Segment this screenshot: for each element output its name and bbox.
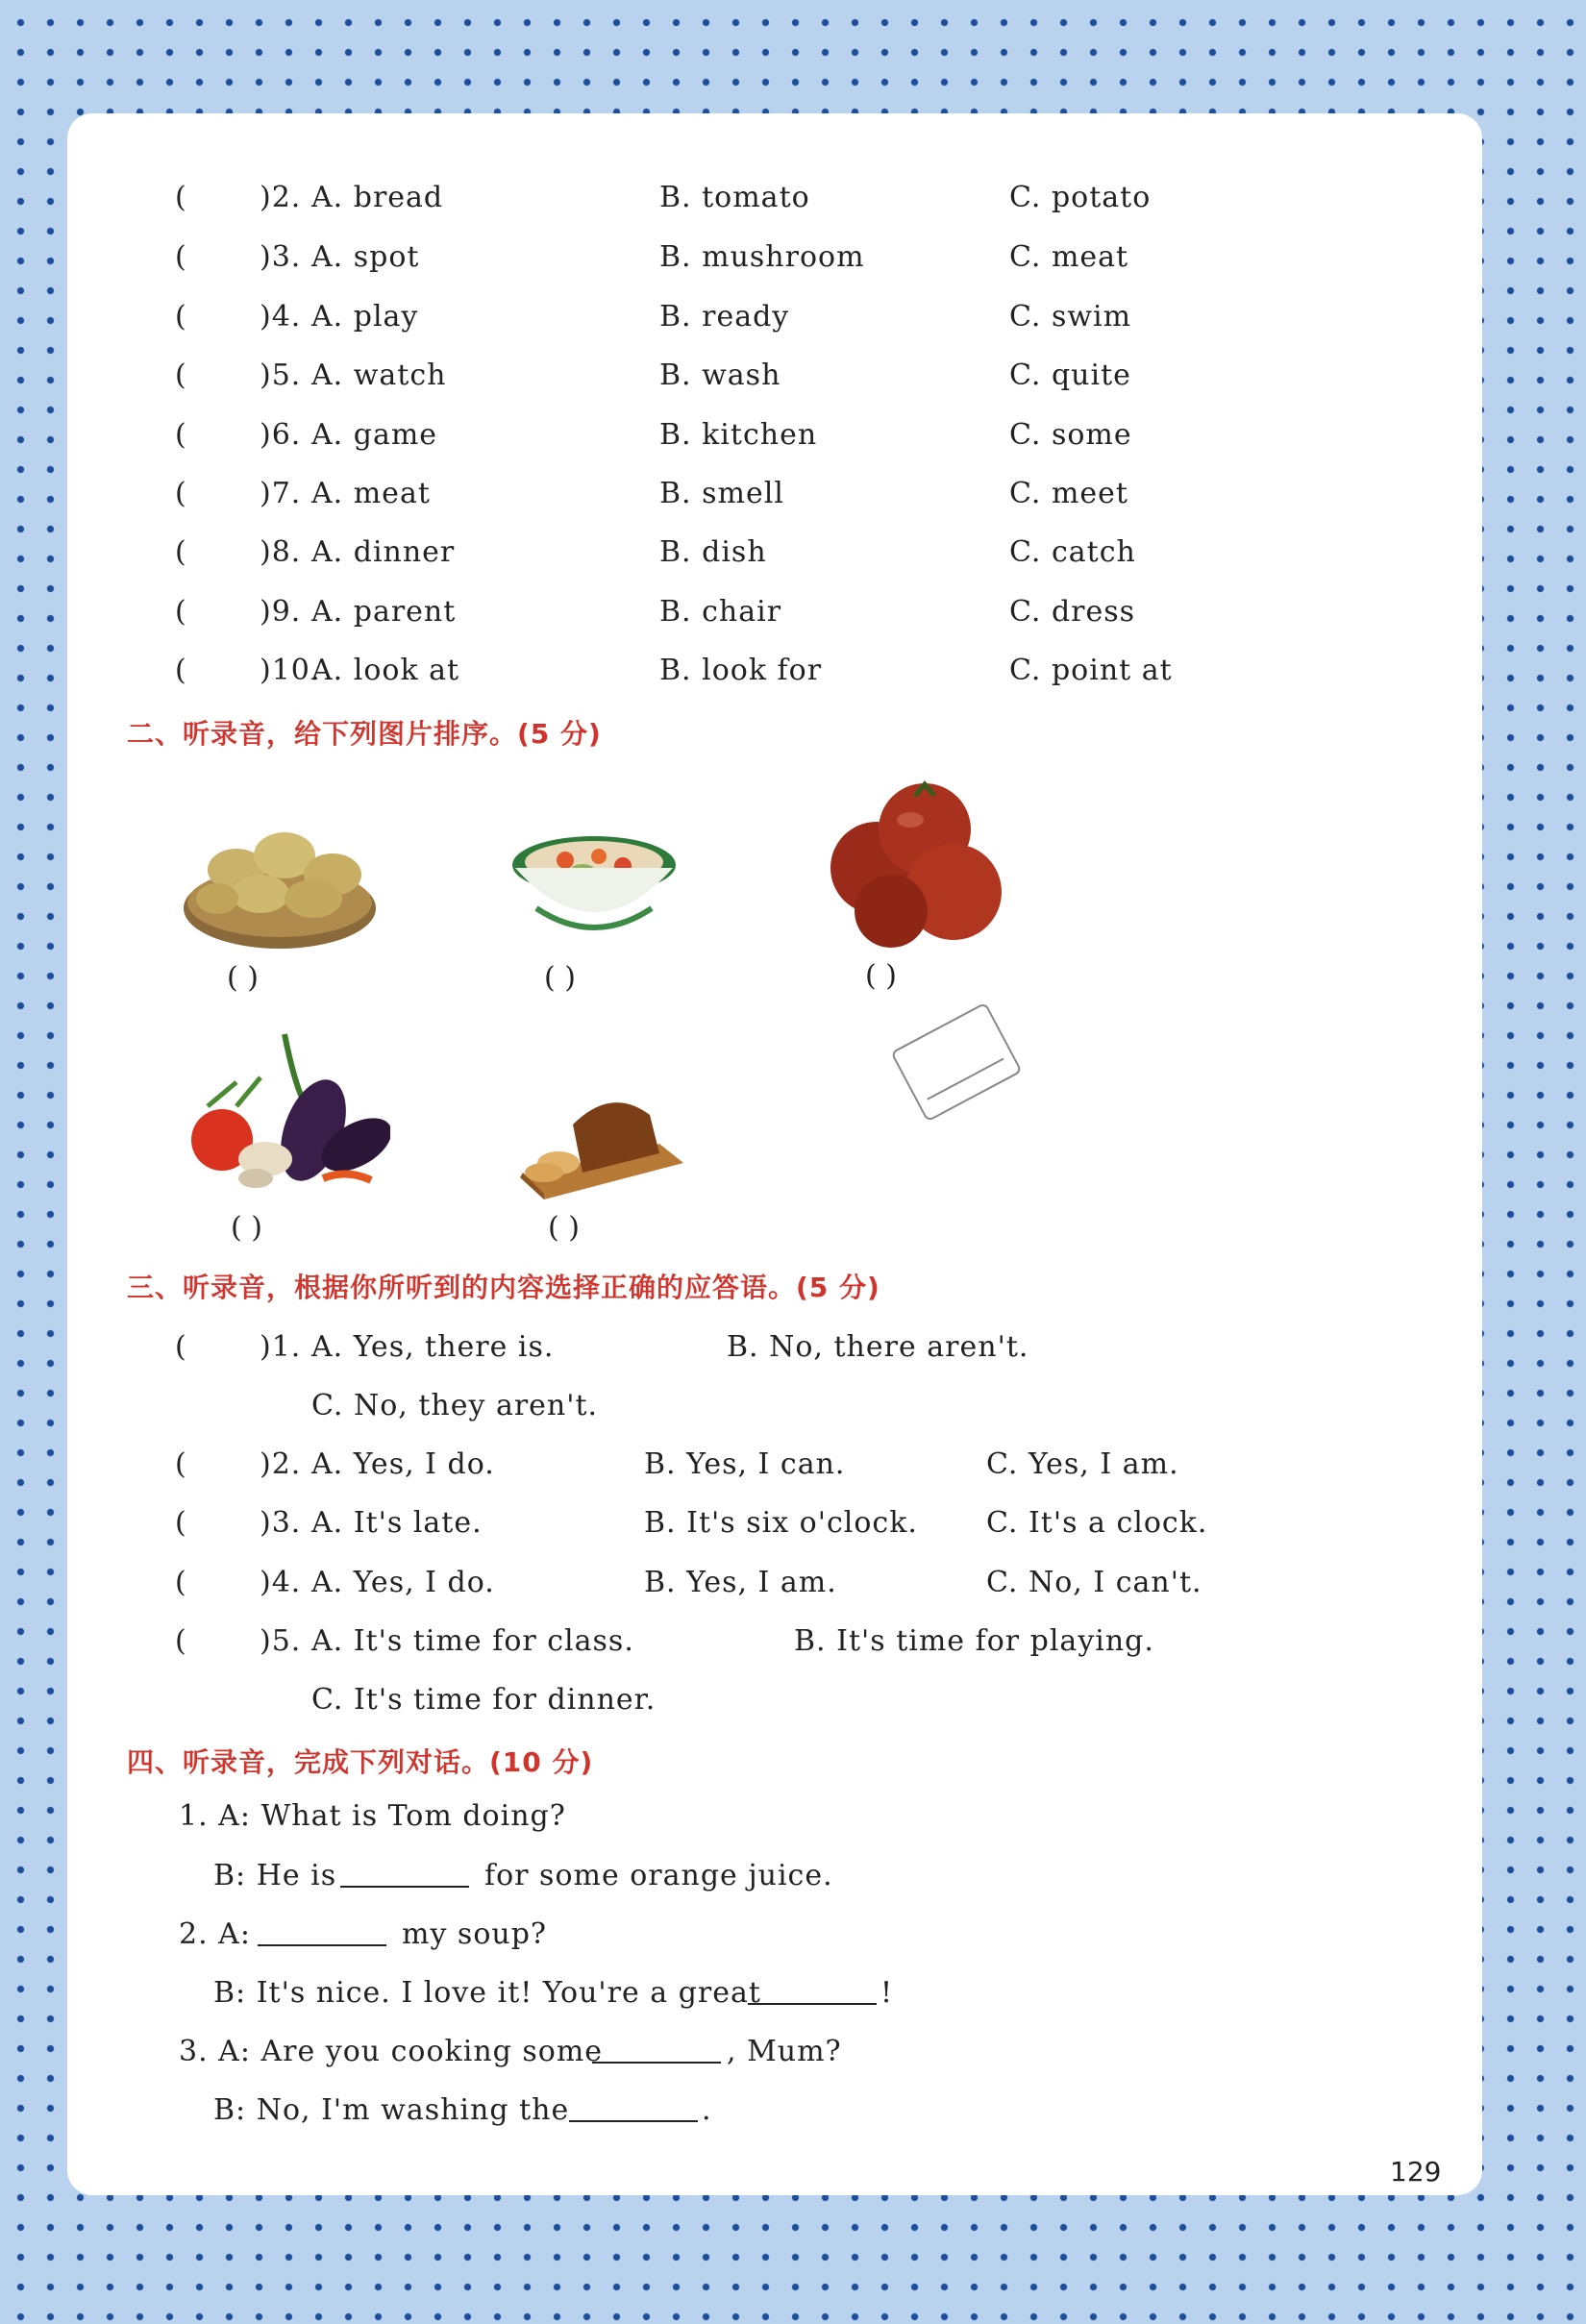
- answer-bracket: (: [175, 535, 187, 569]
- option-c: C. potato: [1009, 181, 1152, 214]
- option-c: C. It's time for dinner.: [311, 1683, 657, 1717]
- option-b: B. look for: [659, 654, 823, 687]
- option-a: A. bread: [311, 181, 444, 214]
- item-number: )5.: [260, 1624, 302, 1658]
- item-number: )3.: [260, 240, 302, 274]
- answer-blank-line[interactable]: [258, 1917, 386, 1946]
- option-a: A. Yes, I do.: [311, 1566, 495, 1599]
- dialogue-text: B: It's nice. I love it! You're a great: [213, 1976, 761, 2010]
- answer-bracket: (: [175, 654, 187, 687]
- option-c: C. meet: [1009, 477, 1128, 510]
- item-number: )3.: [260, 1506, 302, 1540]
- item-number: )9.: [260, 595, 302, 629]
- option-c: C. point at: [1009, 654, 1173, 687]
- option-b: B. kitchen: [659, 418, 818, 452]
- answer-bracket: (: [175, 1624, 187, 1658]
- item-number: )4.: [260, 300, 302, 334]
- answer-blank-line[interactable]: [340, 1859, 469, 1888]
- answer-bracket: (: [175, 477, 187, 510]
- option-a: A. dinner: [311, 535, 456, 569]
- dialogue-text: B: No, I'm washing the: [213, 2093, 570, 2127]
- option-c: C. Yes, I am.: [986, 1447, 1179, 1481]
- option-b: B. Yes, I can.: [644, 1447, 846, 1481]
- answer-blank[interactable]: ( ): [231, 1211, 262, 1245]
- dialogue-text: 1. A: What is Tom doing?: [179, 1799, 566, 1833]
- section4-heading: 四、听录音，完成下列对话。(10 分): [127, 1746, 594, 1778]
- item-number: )10.: [260, 654, 321, 687]
- section3-heading: 三、听录音，根据你所听到的内容选择正确的应答语。(5 分): [127, 1272, 880, 1303]
- option-c: C. catch: [1009, 535, 1136, 569]
- answer-bracket: (: [175, 418, 187, 452]
- option-b: B. tomato: [659, 181, 810, 214]
- option-a: A. spot: [311, 240, 420, 274]
- answer-blank[interactable]: ( ): [865, 959, 897, 993]
- answer-bracket: (: [175, 300, 187, 334]
- dialogue-text: for some orange juice.: [484, 1859, 833, 1892]
- option-a: A. Yes, there is.: [311, 1330, 555, 1364]
- dialogue-text: !: [880, 1976, 894, 2010]
- option-c: C. quite: [1009, 358, 1131, 392]
- option-c: C. some: [1009, 418, 1132, 452]
- option-a: A. Yes, I do.: [311, 1447, 495, 1481]
- answer-bracket: (: [175, 240, 187, 274]
- item-number: )7.: [260, 477, 302, 510]
- dialogue-text: .: [702, 2093, 712, 2127]
- option-a: A. look at: [311, 654, 460, 687]
- option-b: B. mushroom: [659, 240, 865, 274]
- option-b: B. wash: [659, 358, 781, 392]
- item-number: )2.: [260, 181, 302, 214]
- answer-blank[interactable]: ( ): [227, 961, 259, 995]
- answer-bracket: (: [175, 595, 187, 629]
- answer-blank[interactable]: ( ): [544, 961, 576, 995]
- section2-heading: 二、听录音，给下列图片排序。(5 分): [127, 718, 602, 750]
- option-c: C. No, they aren't.: [311, 1389, 599, 1422]
- option-a: A. meat: [311, 477, 431, 510]
- option-b: B. dish: [659, 535, 767, 569]
- option-c: C. meat: [1009, 240, 1129, 274]
- dialogue-text: 2. A:: [179, 1917, 251, 1951]
- dialogue-text: my soup?: [402, 1917, 547, 1951]
- option-b: B. ready: [659, 300, 790, 334]
- option-a: A. watch: [311, 358, 447, 392]
- item-number: )5.: [260, 358, 302, 392]
- item-number: )1.: [260, 1330, 302, 1364]
- dialogue-text: B: He is: [213, 1859, 337, 1892]
- answer-blank[interactable]: ( ): [548, 1211, 580, 1245]
- answer-bracket: (: [175, 1506, 187, 1540]
- option-c: C. dress: [1009, 595, 1136, 629]
- answer-bracket: (: [175, 1330, 187, 1364]
- option-b: B. Yes, I am.: [644, 1566, 837, 1599]
- option-b: B. It's time for playing.: [794, 1624, 1154, 1658]
- bread-picture: [515, 1086, 688, 1201]
- option-a: A. play: [311, 300, 419, 334]
- answer-bracket: (: [175, 1447, 187, 1481]
- option-a: A. game: [311, 418, 438, 452]
- option-c: C. No, I can't.: [986, 1566, 1202, 1599]
- vegetables-picture: [179, 1025, 390, 1198]
- option-b: B. chair: [659, 595, 782, 629]
- answer-blank-line[interactable]: [592, 2035, 721, 2064]
- potatoes-picture: [179, 803, 381, 956]
- tomatoes-picture: [819, 777, 1011, 950]
- item-number: )4.: [260, 1566, 302, 1599]
- option-c: C. It's a clock.: [986, 1506, 1208, 1540]
- page-number: 129: [1390, 2156, 1442, 2188]
- option-c: C. swim: [1009, 300, 1132, 334]
- option-b: B. It's six o'clock.: [644, 1506, 918, 1540]
- item-number: )2.: [260, 1447, 302, 1481]
- answer-bracket: (: [175, 358, 187, 392]
- answer-bracket: (: [175, 1566, 187, 1599]
- watermark-stamp-logo: [884, 1000, 1028, 1125]
- item-number: )6.: [260, 418, 302, 452]
- answer-blank-line[interactable]: [748, 1976, 877, 2005]
- dialogue-text: 3. A: Are you cooking some: [179, 2035, 604, 2068]
- soup-bowl-picture: [508, 822, 681, 956]
- option-a: A. It's time for class.: [311, 1624, 634, 1658]
- answer-blank-line[interactable]: [569, 2093, 698, 2122]
- option-a: A. It's late.: [311, 1506, 483, 1540]
- option-a: A. parent: [311, 595, 457, 629]
- option-b: B. smell: [659, 477, 784, 510]
- option-b: B. No, there aren't.: [727, 1330, 1029, 1364]
- answer-bracket: (: [175, 181, 187, 214]
- dialogue-text: , Mum?: [727, 2035, 842, 2068]
- item-number: )8.: [260, 535, 302, 569]
